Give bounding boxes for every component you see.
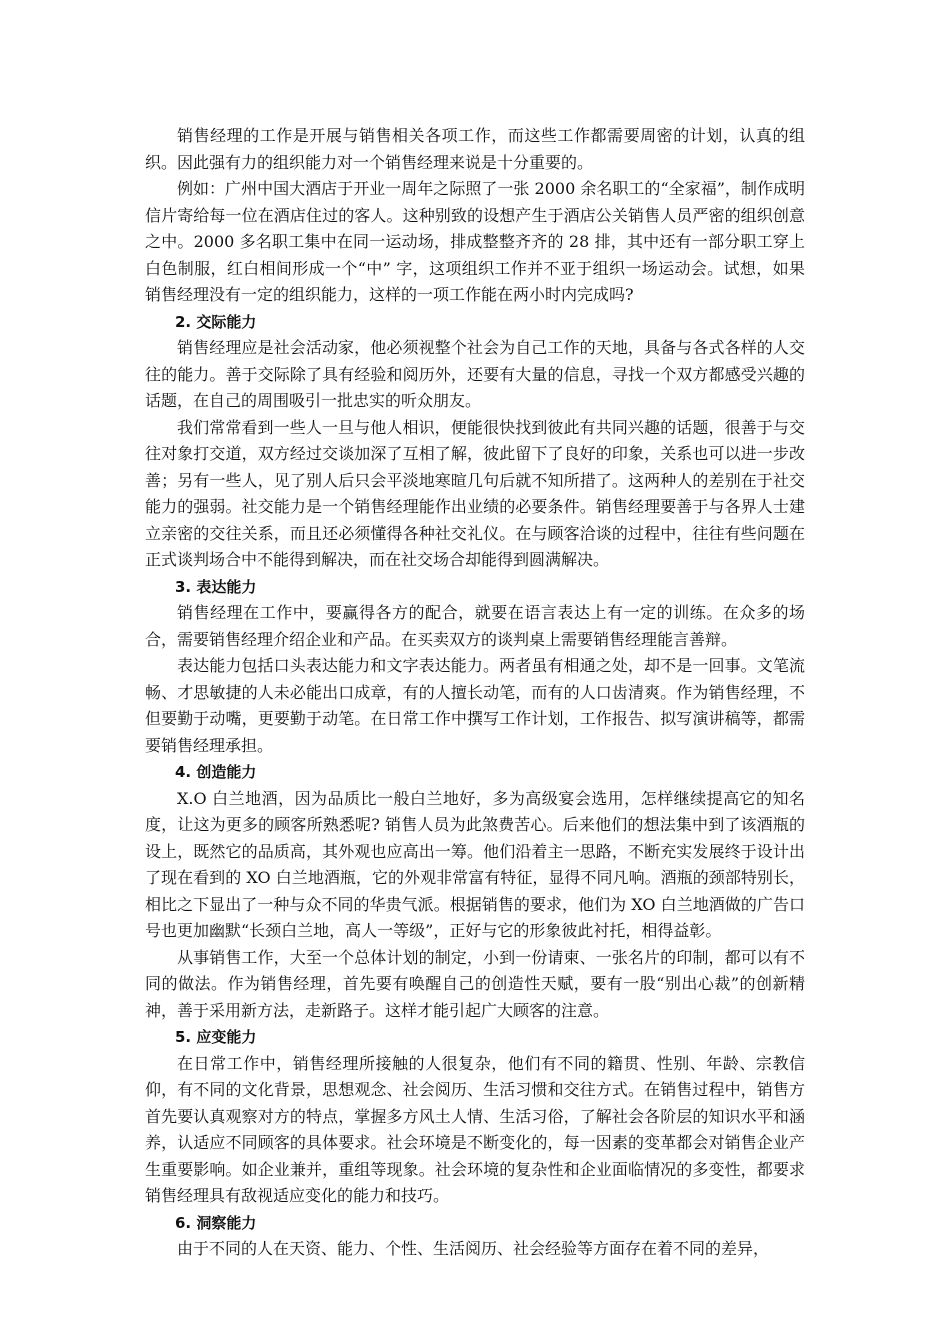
paragraph: 表达能力包括口头表达能力和文字表达能力。两者虽有相通之处，却不是一回事。文笔流畅、才思敏捷的人未必能出口成章，有的人擅长动笔，而有的人口齿清爽。作为销售经理，不但要勤于动嘴，更要勤于动笔。在日常工作中撰写工作计划，工作报告、拟写演讲稿等，都需要销售经理承担。 [145,656,805,755]
section-heading: 6. 洞察能力 [175,1213,257,1232]
document-body [145,123,805,1263]
paragraph: 由于不同的人在天资、能力、个性、生活阅历、社会经验等方面存在着不同的差异， [177,1239,770,1258]
paragraph: 销售经理应是社会活动家，他必须视整个社会为自己工作的天地，具备与各式各样的人交往的能力。善于交际除了具有经验和阅历外，还要有大量的信息，寻找一个双方都感受兴趣的话题，在自己的周围吸引一批忠实的听众朋友。 [145,338,805,410]
section-heading: 3. 表达能力 [175,577,257,596]
paragraph: 销售经理的工作是开展与销售相关各项工作，而这些工作都需要周密的计划，认真的组织。因此强有力的组织能力对一个销售经理来说是十分重要的。 [145,126,805,172]
paragraph: 从事销售工作，大至一个总体计划的制定，小到一份请柬、一张名片的印制，都可以有不同的做法。作为销售经理，首先要有唤醒自己的创造性天赋，要有一股“别出心裁”的创新精神，善于采用新方法，走新路子。这样才能引起广大顾客的注意。 [145,947,805,1020]
section-heading: 2. 交际能力 [175,312,257,331]
paragraph: 我们常常看到一些人一旦与他人相识，便能很快找到彼此有共同兴趣的话题，很善于与交往对象打交道，双方经过交谈加深了互相了解，彼此留下了良好的印象，关系也可以进一步改善；另有一些人，见了别人后只会平淡地寒暄几句后就不知所措了。这两种人的差别在于社交能力的强弱。社交能力是一个销售经理能作出业绩的必要条件。销售经理要善于与各界人士建立亲密的交往关系，而且还必须懂得各种社交礼仪。在与顾客洽谈的过程中，往往有些问题在正式谈判场合中不能得到解决，而在社交场合却能得到圆满解决。 [145,417,805,569]
section-heading: 4. 创造能力 [175,763,257,781]
section-heading: 5. 应变能力 [175,1028,257,1046]
paragraph: 在日常工作中，销售经理所接触的人很复杂，他们有不同的籍贯、性别、年龄、宗教信仰，有不同的文化背景，思想观念、社会阅历、生活习惯和交往方式。在销售过程中，销售方首先要认真观察对方的特点，掌握多方风土人情、生活习俗，了解社会各阶层的知识水平和涵养，认适应不同顾客的具体要求。社会环境是不断变化的，每一因素的变革都会对销售企业产生重要影响。如企业兼并，重组等现象。社会环境的复杂性和企业面临情况的多变性，都要求销售经理具有敌视适应变化的能力和技巧。 [145,1053,805,1205]
paragraph: 销售经理在工作中，要赢得各方的配合，就要在语言表达上有一定的训练。在众多的场合，需要销售经理介绍企业和产品。在买卖双方的谈判桌上需要销售经理能言善辩。 [145,603,805,649]
paragraph: X.O 白兰地酒，因为品质比一般白兰地好，多为高级宴会选用，怎样继续提高它的知名度，让这为更多的顾客所熟悉呢? 销售人员为此煞费苦心。后来他们的想法集中到了该酒瓶的设上，既然它的品质高，其外观也应高出一筹。他们沿着主一思路，不断充实发展终于设计出了现在看到的 XO 白兰地酒瓶，它的外观非常富有特征，显得不同凡响。酒瓶的颈部特别长，相比之下显出了一种与众不同的华贵气派。根据销售的要求，他们为 XO 白兰地酒做的广告口号也更加幽默“长颈白兰地，高人一等级”，正好与它的形象彼此衬托，相得益彰。 [145,788,805,940]
paragraph: 例如：广州中国大酒店于开业一周年之际照了一张 2000 余名职工的“全家福”，制作成明信片寄给每一位在酒店住过的客人。这种别致的设想产生于酒店公关销售人员严密的组织创意之中。2000 多名职工集中在同一运动场，排成整整齐齐的 28 排，其中还有一部分职工穿上白色制服，红白相间形成一个“中” 字，这项组织工作并不亚于组织一场运动会。试想，如果销售经理没有一定的组织能力，这样的一项工作能在两小时内完成吗? [145,179,805,304]
